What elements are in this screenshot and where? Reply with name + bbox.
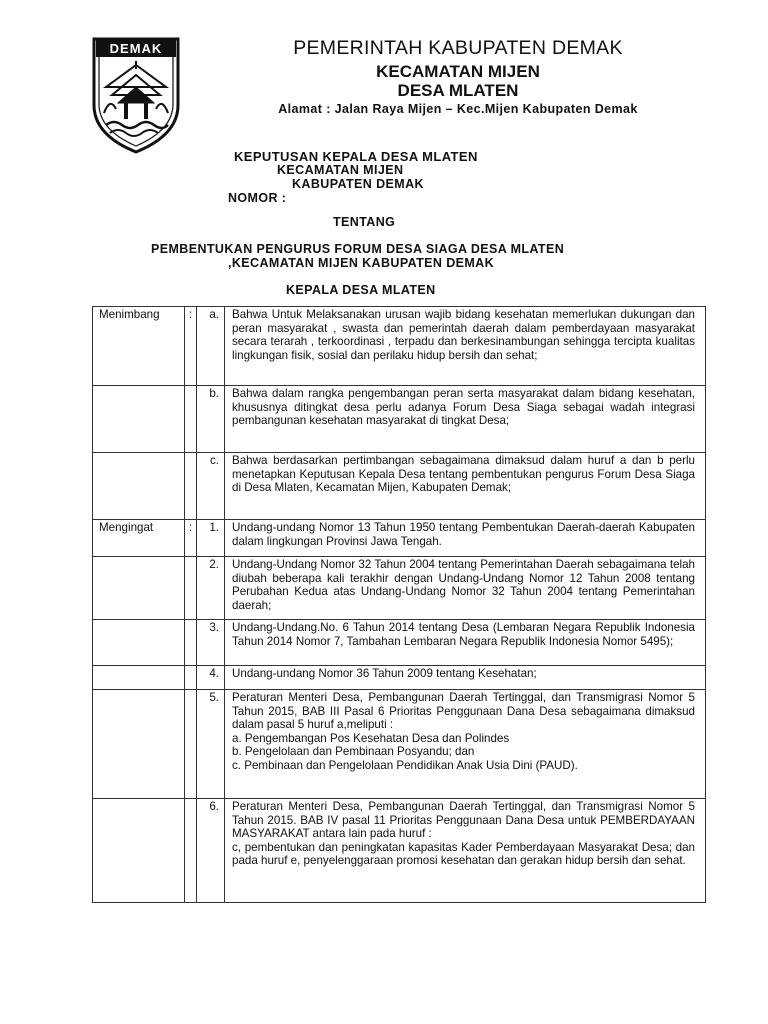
table-row [93,307,706,386]
empty-cell [185,666,197,690]
decree-title-line-3: KABUPATEN DEMAK [292,177,424,191]
item-number: b. [197,386,225,453]
item-text [225,453,706,520]
item-text [225,520,706,557]
item-text [225,799,706,903]
item-text [225,386,706,453]
decree-title-line-2: KECAMATAN MIJEN [277,163,404,177]
decree-number-label: NOMOR : [228,191,287,205]
item-number: c. [197,453,225,520]
empty-cell [93,620,185,666]
item-text [225,666,706,690]
table-row [93,666,706,690]
item-text [225,620,706,666]
decree-about-label: TENTANG [333,215,396,229]
district-name: KECAMATAN MIJEN [376,62,540,81]
table-row [93,799,706,903]
table-row [93,557,706,620]
sub-item: c. Pembinaan dan Pengelolaan Pendidikan Anak Usia Dini (PAUD). [232,758,578,772]
item-text-body: Bahwa dalam rangka pengembangan peran serta masyarakat dalam bidang kesehatan, khususnya ditingkat desa perlu adanya Forum Desa Siaga sebagai wadah integrasi pembangunan kesehatan masyarakat di tingkat Desa; [232,387,695,428]
sub-item: b. Pengelolaan dan Pembinaan Posyandu; dan [232,745,475,759]
empty-cell [185,690,197,799]
table-row [93,453,706,520]
considering-colon: : [185,307,197,386]
empty-cell [93,690,185,799]
table-row [93,386,706,453]
item-text [225,557,706,620]
office-address: Alamat : Jalan Raya Mijen – Kec.Mijen Kabupaten Demak [278,102,638,116]
table-row [93,620,706,666]
empty-cell [93,386,185,453]
table-row [93,520,706,557]
item-number: 6. [197,799,225,903]
item-number: a. [197,307,225,386]
item-text-body: Undang-Undang.No. 6 Tahun 2014 tentang Desa (Lembaran Negara Republik Indonesia Tahun 2014 Nomor 7, Tambahan Lembaran Negara Republik Indonesia Nomor 5495); [232,621,695,648]
item-text-body: Undang-undang Nomor 13 Tahun 1950 tentang Pembentukan Daerah-daerah Kabupaten dalam lingkungan Provinsi Jawa Tengah. [232,521,695,548]
government-name: PEMERINTAH KABUPATEN DEMAK [293,37,623,59]
decree-title-line-1: KEPUTUSAN KEPALA DESA MLATEN [234,149,478,164]
item-text-body: Undang-Undang Nomor 32 Tahun 2004 tentang Pemerintahan Daerah sebagaimana telah diubah beberapa kali terakhir dengan Undang-Undang Nomor 12 Tahun 2008 tentang Perubahan Kedua atas Undang-Undang Nomor 32 Tahun 2004 tentang Pemerintahan daerah; [232,558,695,612]
item-text-body: Peraturan Menteri Desa, Pembangunan Daerah Tertinggal, dan Transmigrasi Nomor 5 Tahun 2015. BAB IV pasal 11 Prioritas Penggunaan Dana Desa untuk PEMBERDAYAAN MASYARAKAT antara lain pada huruf : [232,800,695,841]
item-text-body: Bahwa Untuk Melaksanakan urusan wajib bidang kesehatan memerlukan dukungan dan peran masyarakat , swasta dan pemerintah daerah dalam pemberdayaan masyarakat secara terarah , terkoordinasi , terpadu dan berkesinambungan sehingga tercipta kualitas lingkungan fisik, sosial dan perilaku hidup bersih dan sehat; [232,308,695,362]
decree-issuer: KEPALA DESA MLATEN [286,283,436,297]
considering-label: Menimbang [93,307,185,386]
decree-subject-line-2: ,KECAMATAN MIJEN KABUPATEN DEMAK [228,256,495,270]
considerations-table [92,306,706,903]
empty-cell [185,386,197,453]
recalling-colon: : [185,520,197,557]
village-name: DESA MLATEN [397,81,519,100]
item-text [225,690,706,799]
empty-cell [93,799,185,903]
empty-cell [185,557,197,620]
item-number: 1. [197,520,225,557]
empty-cell [185,453,197,520]
emblem-label: DEMAK [109,41,163,56]
empty-cell [185,799,197,903]
item-number: 4. [197,666,225,690]
item-text-body: Bahwa berdasarkan pertimbangan sebagaimana dimaksud dalam huruf a dan b perlu menetapkan Keputusan Kepala Desa tentang pembentukan pengurus Forum Desa Siaga di Desa Mlaten, Kecamatan Mijen, Kabupaten Demak; [232,454,695,495]
empty-cell [185,620,197,666]
item-number: 3. [197,620,225,666]
item-text-body: Peraturan Menteri Desa, Pembangunan Daerah Tertinggal, dan Transmigrasi Nomor 5 Tahun 2015, BAB III Pasal 6 Prioritas Penggunaan Dana Desa sebagaimana dimaksud dalam pasal 5 huruf a,meliputi : [232,691,695,732]
item-number: 2. [197,557,225,620]
table-row [93,690,706,799]
item-text-continuation: c, pembentukan dan peningkatan kapasitas Kader Pemberdayaan Masyarakat Desa; dan pada huruf e, penyelenggaraan promosi kesehatan dan gerakan hidup bersih dan sehat. [232,840,695,868]
item-text-body: Undang-undang Nomor 36 Tahun 2009 tentang Kesehatan; [232,667,537,680]
recalling-label: Mengingat [93,520,185,557]
empty-cell [93,453,185,520]
sub-item: a. Pengembangan Pos Kesehatan Desa dan Polindes [232,731,510,745]
empty-cell [93,666,185,690]
empty-cell [93,557,185,620]
decree-subject-line-1: PEMBENTUKAN PENGURUS FORUM DESA SIAGA DESA MLATEN [151,242,565,256]
item-number: 5. [197,690,225,799]
item-text [225,307,706,386]
